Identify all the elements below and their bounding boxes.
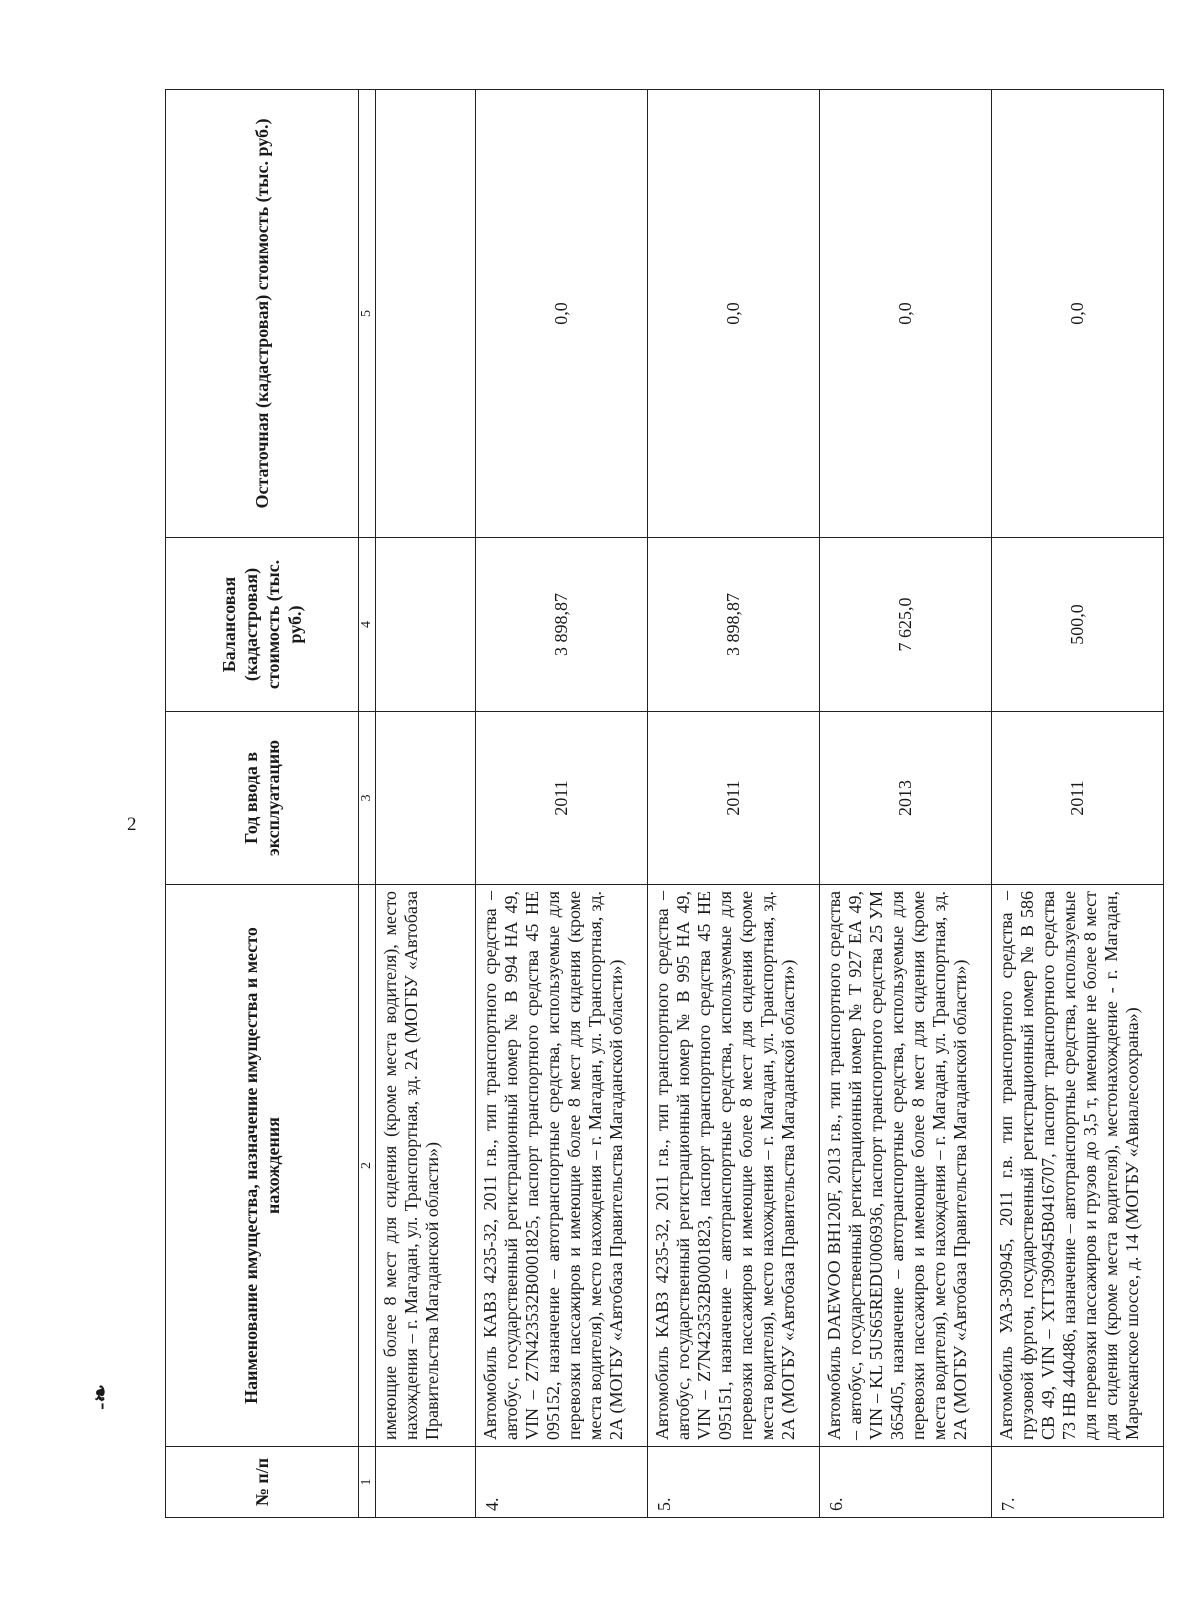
table-header-row (166, 90, 359, 1518)
row-description: имеющие более 8 мест для сидения (кроме места водителя), место нахождения – г. Магадан, ул. Транспортная, зд. 2А (МОГБУ «Автобаза Правительства Магаданской области») (376, 885, 476, 1447)
row-balance (376, 538, 476, 712)
row-number: 7. (992, 1447, 1164, 1518)
row-description: Автомобиль КАВЗ 4235-32, 2011 г.в., тип транспортного средства – автобус, государственный регистрационный номер № В 995 НА 49, VIN – Z7N423532B0001823, паспорт транспортного средства 45 НЕ 095151, назначение – автотранспортные средства, используемые для перевозки пассажиров и имеющие более 8 мест для сидения (кроме места водителя), место нахождения – г. Магадан, ул. Транспортная, зд. 2А (МОГБУ «Автобаза Правительства Магаданской области») (648, 885, 820, 1447)
table-row (376, 90, 476, 1518)
table-row (992, 90, 1164, 1518)
column-number: 5 (359, 90, 376, 538)
column-number: 3 (359, 712, 376, 885)
row-description: Автомобиль КАВЗ 4235-32, 2011 г.в., тип транспортного средства – автобус, государственный регистрационный номер № В 994 НА 49, VIN – Z7N423532B0001825, паспорт транспортного средства 45 НЕ 095152, назначение – автотранспортные средства, используемые для перевозки пассажиров и имеющие более 8 мест для сидения (кроме места водителя), место нахождения – г. Магадан, ул. Транспортная, зд. 2А (МОГБУ «Автобаза Правительства Магаданской области») (476, 885, 648, 1447)
header-residual: Остаточная (кадастровая) стоимость (тыс. руб.) (166, 90, 359, 538)
row-year (376, 712, 476, 885)
table-row (476, 90, 648, 1518)
rotated-page (165, 90, 1142, 1518)
row-balance: 3 898,87 (476, 538, 648, 712)
row-balance: 500,0 (992, 538, 1164, 712)
page-number: 2 (127, 814, 137, 835)
header-year: Год ввода в эксплуатацию (166, 712, 359, 885)
row-residual (376, 90, 476, 538)
row-residual: 0,0 (648, 90, 820, 538)
column-number: 4 (359, 538, 376, 712)
row-year: 2011 (992, 712, 1164, 885)
row-year: 2013 (820, 712, 992, 885)
row-residual: 0,0 (820, 90, 992, 538)
row-year: 2011 (648, 712, 820, 885)
row-description: Автомобиль УАЗ-390945, 2011 г.в. тип транспортного средства – грузовой фургон, государственный регистрационный номер № В 586 СВ 49, VIN – ХТТ390945В0416707, паспорт транспортного средства 73 НВ 440486, назначение – автотранспортные средства, используемые для перевозки пассажиров и грузов до 3,5 т, имеющие не более 8 мест для сидения (кроме места водителя), местонахождение - г. Магадан, Марчеканское шоссе, д. 14 (МОГБУ «Авиалесоохрана») (992, 885, 1164, 1447)
table-row (648, 90, 820, 1518)
column-number-row (359, 90, 376, 1518)
row-residual: 0,0 (992, 90, 1164, 538)
row-residual: 0,0 (476, 90, 648, 538)
column-number: 2 (359, 885, 376, 1447)
row-description: Автомобиль DAEWOO BH120F, 2013 г.в., тип транспортного средства – автобус, государственный регистрационный номер № Т 927 ЕА 49, VIN – KL 5US65REDU006936, паспорт транспортного средства 25 УМ 365405, назначение – автотранспортные средства, используемые для перевозки пассажиров и имеющие более 8 мест для сидения (кроме места водителя), место нахождения – г. Магадан, ул. Транспортная, зд. 2А (МОГБУ «Автобаза Правительства Магаданской области») (820, 885, 992, 1447)
column-number: 1 (359, 1447, 376, 1518)
header-balance: Балансовая (кадастровая) стоимость (тыс. руб.) (166, 538, 359, 712)
row-balance: 3 898,87 (648, 538, 820, 712)
row-number: 6. (820, 1447, 992, 1518)
table-row (820, 90, 992, 1518)
row-number: 5. (648, 1447, 820, 1518)
header-num: № п/п (166, 1447, 359, 1518)
scan-mark: -❧ (87, 1384, 113, 1410)
property-table (165, 89, 1164, 1518)
row-year: 2011 (476, 712, 648, 885)
row-balance: 7 625,0 (820, 538, 992, 712)
row-number: 4. (476, 1447, 648, 1518)
row-number (376, 1447, 476, 1518)
header-description: Наименование имущества, назначение имущества и место нахождения (166, 885, 359, 1447)
